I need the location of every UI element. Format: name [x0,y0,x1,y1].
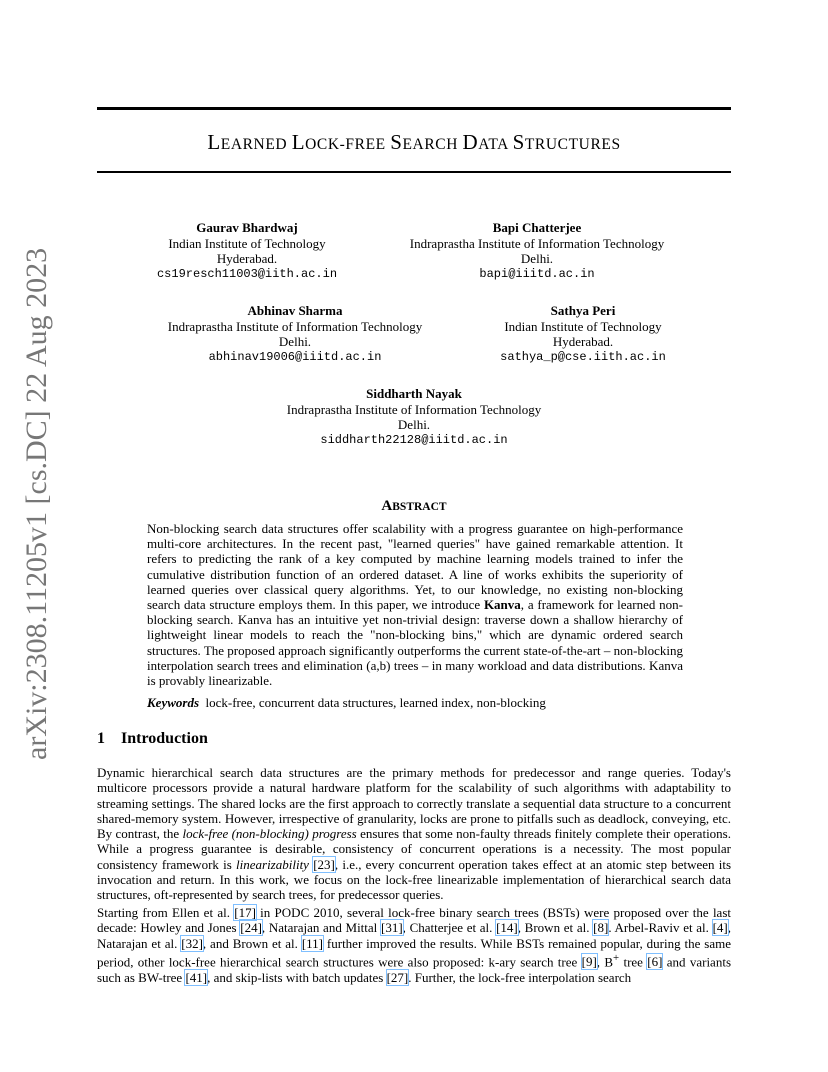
author-name: Bapi Chatterjee [492,220,582,235]
citation-link[interactable]: [6] [647,954,663,970]
author-city: Delhi. [397,417,431,432]
author-affiliation: Indraprastha Institute of Information Technology [167,318,423,334]
citation-link[interactable]: [11] [301,935,324,951]
section-title: Introduction [121,730,208,747]
author-name: Siddharth Nayak [366,386,462,401]
author-affiliation: Indraprastha Institute of Information Technology [286,401,542,417]
author-city: Delhi. [520,251,554,266]
citation-link[interactable]: [8] [593,920,609,936]
abstract-heading: ABSTRACT [381,498,447,514]
author-block [392,220,682,282]
author-city: Delhi. [278,334,312,349]
intro-paragraph: Dynamic hierarchical search data structures are the primary methods for predecessor and range queries. Today's multicore processors provide a natural hardware platform for the scalability of such algorithms with adaptability to streaming settings. The shared locks are the first approach to correctly translate a sequential data structure to a concurrent shared-memory system. However, irrespective of granularity, locks are prone to pitfalls such as deadlock, conveying, etc. By contrast, the lock-free (non-blocking) progress ensures that some non-faulty threads finitely complete their operations. While a progress guarantee is desirable, consistency of concurrent operations is a necessity. The most popular consistency framework is linearizability [23], i.e., every concurrent operation takes effect at an atomic step between its invocation and return. In this work, we focus on the lock-free linearizable implementation of hierarchical search data structures, oft-represented by search trees, for predecessor queries. [97,765,732,903]
author-city: Hyderabad. [552,334,614,349]
author-name: Sathya Peri [550,303,616,318]
citation-link[interactable]: [23] [313,856,335,872]
author-block [150,303,440,365]
arxiv-sidebar-id: arXiv:2308.11205v1 [cs.DC] 22 Aug 2023 [20,247,53,760]
kanva-term: Kanva [483,597,521,613]
author-block [473,303,693,365]
citation-link[interactable]: [24] [240,920,262,936]
paper-title: LEARNED LOCK-FREE SEARCH DATA STRUCTURES [207,130,621,154]
author-affiliation: Indraprastha Institute of Information Technology [409,235,665,251]
citation-link[interactable]: [27] [386,969,409,985]
citation-link[interactable]: [31] [380,920,403,936]
author-block [269,386,559,448]
citation-link[interactable]: [41] [185,969,208,985]
intro-paragraph: Starting from Ellen et al. [17] in PODC 2010, several lock-free binary search trees (BSTs) were proposed over the last decade: Howley and Jones [24], Natarajan and Mittal [31], Chatterjee et al. [14], Brown et al. [8]. Arbel-Raviv et al. [4], Natarajan et al. [32], and Brown et al. [11] further improved the results. While BSTs remained popular, during the same period, other lock-free hierarchical search structures were also proposed: k-ary search tree [9], B+ tree [6] and variants such as BW-tree [41], and skip-lists with batch updates [27]. Further, the lock-free interpolation search [97,905,732,985]
keywords-label: Keywords [147,695,199,710]
author-email[interactable]: bapi@iiitd.ac.in [479,266,595,281]
citation-link[interactable]: [4] [712,920,728,936]
citation-link[interactable]: [17] [234,905,256,920]
section-heading [97,730,208,748]
author-affiliation: Indian Institute of Technology [504,318,662,334]
author-name: Abhinav Sharma [247,303,343,318]
author-affiliation: Indian Institute of Technology [168,235,326,251]
author-block [137,220,357,282]
title-bottom-rule [97,171,731,173]
citation-link[interactable]: [32] [181,935,203,951]
keywords-line [147,695,707,711]
citation-link[interactable]: [14] [496,920,518,936]
author-name: Gaurav Bhardwaj [196,220,298,235]
author-email[interactable]: abhinav19006@iiitd.ac.in [208,349,382,364]
abstract-text: Non-blocking search data structures offer scalability with a progress guarantee on high-performance multi-core architectures. In the recent past, "learned queries" have gained remarkable attention. It refers to predicting the rank of a key computed by machine learning models trained to infer the cumulative distribution function of an ordered dataset. A line of works exhibits the superiority of learned queries over classical query algorithms. Yet, to our knowledge, no existing non-blocking search data structure employs them. In this paper, we introduce Kanva, a framework for learned non-blocking search. Kanva has an intuitive yet non-trivial design: traverse down a shallow hierarchy of lightweight linear models to reach the "non-blocking bins," which are dynamic ordered search structures. The proposed approach significantly outperforms the current state-of-the-art – non-blocking interpolation search trees and elimination (a,b) trees – in many workload and data distributions. Kanva is provably linearizable. [147,521,683,689]
author-email[interactable]: cs19resch11003@iith.ac.in [156,266,338,281]
section-number: 1 [97,730,105,747]
keywords-text: lock-free, concurrent data structures, learned index, non-blocking [205,695,546,710]
top-rule [97,107,731,110]
author-city: Hyderabad. [216,251,278,266]
author-email[interactable]: sathya_p@cse.iith.ac.in [500,349,666,364]
author-email[interactable]: siddharth22128@iiitd.ac.in [320,432,508,447]
citation-link[interactable]: [9] [581,954,597,970]
